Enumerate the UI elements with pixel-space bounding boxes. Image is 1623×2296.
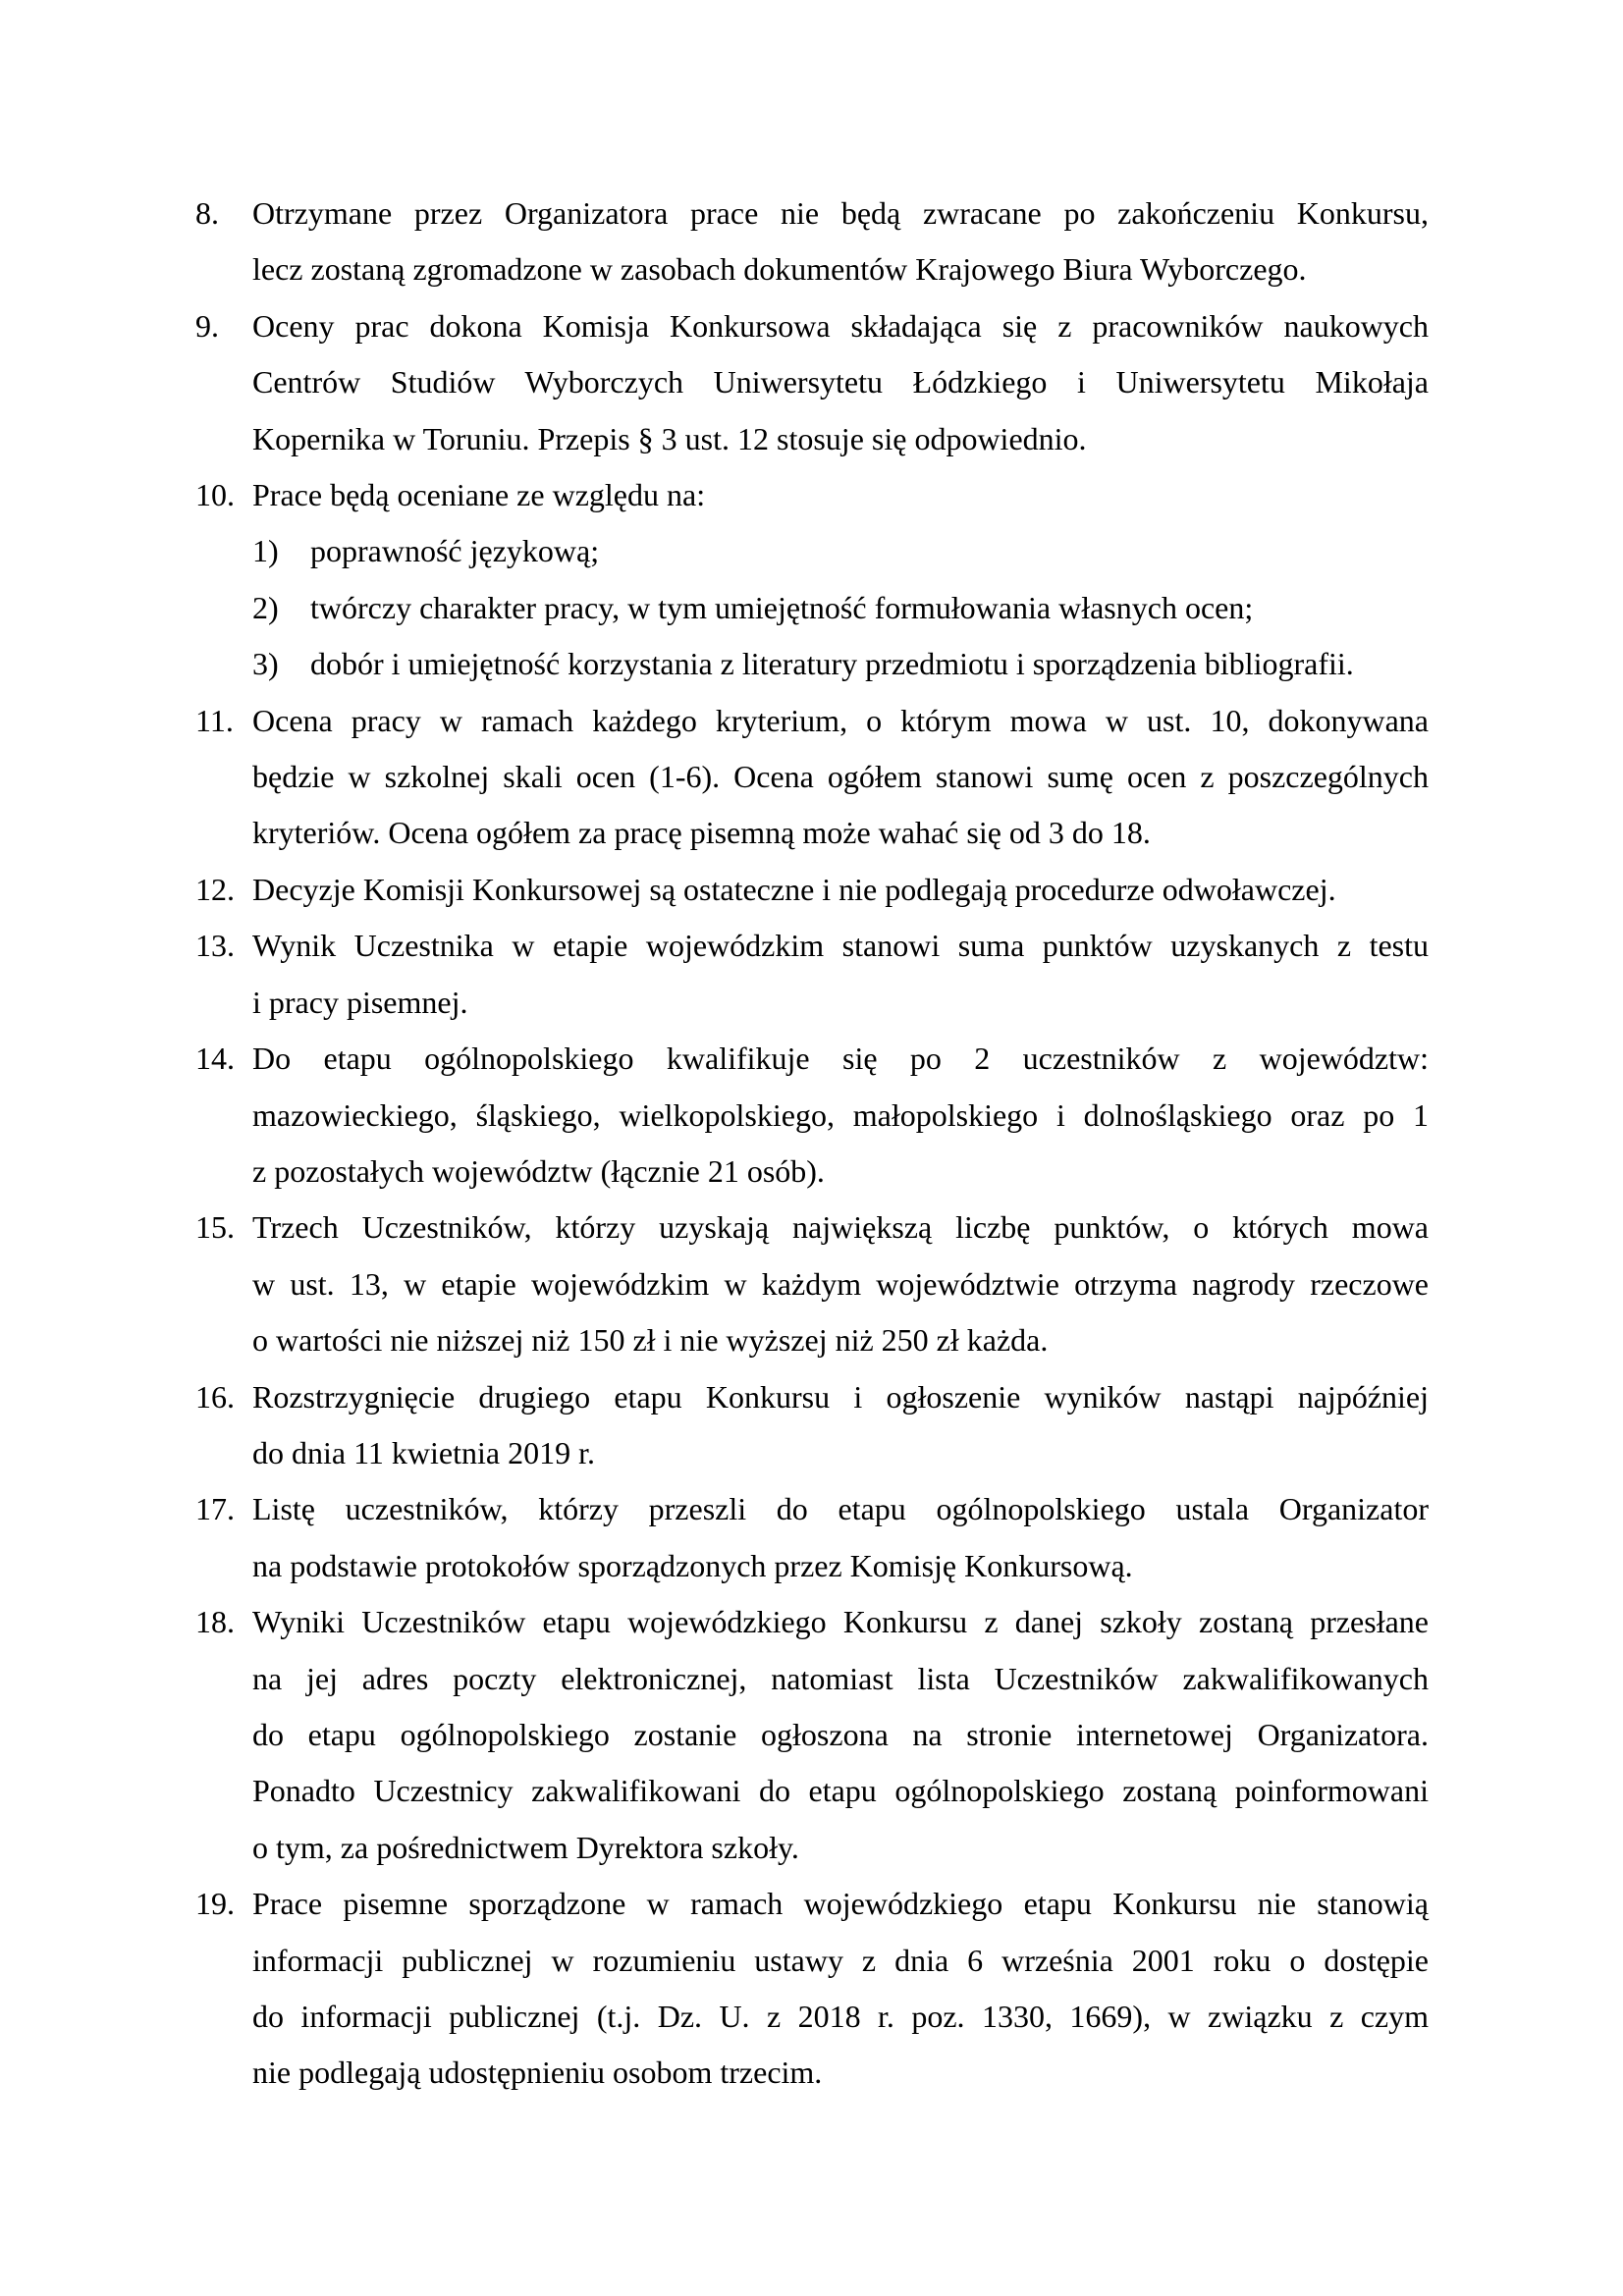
list-item-18	[195, 1594, 1429, 1876]
list-item-12	[195, 862, 1429, 918]
list-item-8	[195, 186, 1429, 298]
item-number: 19.	[195, 1886, 235, 1922]
list-item-17	[195, 1481, 1429, 1594]
subitem-number: 3)	[252, 646, 279, 682]
item-line: Ocena pracy w ramach każdego kryterium, o którym mowa w ust. 10, dokonywana	[252, 702, 1429, 738]
item-line: nie podlegają udostępnieniu osobom trzecim.	[252, 2055, 823, 2091]
item-number: 8.	[195, 195, 219, 231]
list-item-16	[195, 1369, 1429, 1482]
item-line: do etapu ogólnopolskiego zostanie ogłoszona na stronie internetowej Organizatora.	[252, 1716, 1429, 1752]
sublist-item-1	[252, 523, 1429, 579]
item-line: Prace będą oceniane ze względu na:	[252, 477, 706, 513]
item-line: na podstawie protokołów sporządzonych przez Komisję Konkursową.	[252, 1547, 1133, 1583]
item-number: 12.	[195, 871, 235, 907]
item-line: do informacji publicznej (t.j. Dz. U. z 2018 r. poz. 1330, 1669), w związku z czym	[252, 1999, 1429, 2034]
item-line: kryteriów. Ocena ogółem za pracę pisemną może wahać się od 3 do 18.	[252, 815, 1151, 851]
item-line: Kopernika w Toruniu. Przepis § 3 ust. 12 stosuje się odpowiednio.	[252, 420, 1087, 456]
item-line: lecz zostaną zgromadzone w zasobach dokumentów Krajowego Biura Wyborczego.	[252, 251, 1307, 288]
document-page	[195, 186, 1429, 2102]
item-line: z pozostałych województw (łącznie 21 osób).	[252, 1152, 825, 1189]
item-number: 14.	[195, 1041, 235, 1077]
item-number: 11.	[195, 702, 234, 738]
item-line: mazowieckiego, śląskiego, wielkopolskiego, małopolskiego i dolnośląskiego oraz po 1	[252, 1096, 1429, 1133]
item-line: Listę uczestników, którzy przeszli do etapu ogólnopolskiego ustala Organizator	[252, 1491, 1429, 1527]
item-number: 9.	[195, 307, 219, 344]
item-line: Prace pisemne sporządzone w ramach wojewódzkiego etapu Konkursu nie stanowią	[252, 1886, 1429, 1922]
item-number: 13.	[195, 928, 235, 964]
item-line: na jej adres poczty elektronicznej, natomiast lista Uczestników zakwalifikowanych	[252, 1660, 1429, 1696]
list-item-13	[195, 918, 1429, 1031]
item-line: o wartości nie niższej niż 150 zł i nie wyższej niż 250 zł każda.	[252, 1322, 1049, 1359]
item-line: Centrów Studiów Wyborczych Uniwersytetu Łódzkiego i Uniwersytetu Mikołaja	[252, 364, 1429, 400]
subitem-number: 1)	[252, 533, 279, 569]
list-item-10	[195, 467, 1429, 693]
subitem-text: dobór i umiejętność korzystania z literatury przedmiotu i sporządzenia bibliografii.	[310, 646, 1354, 682]
item-line: Otrzymane przez Organizatora prace nie będą zwracane po zakończeniu Konkursu,	[252, 195, 1429, 231]
item-line: Trzech Uczestników, którzy uzyskają największą liczbę punktów, o których mowa	[252, 1209, 1429, 1246]
item-line: Wynik Uczestnika w etapie wojewódzkim stanowi suma punktów uzyskanych z testu	[252, 928, 1429, 964]
item-line: o tym, za pośrednictwem Dyrektora szkoły.	[252, 1829, 799, 1865]
item-number: 15.	[195, 1209, 235, 1246]
item-number: 18.	[195, 1604, 235, 1640]
item-line: będzie w szkolnej skali ocen (1-6). Ocena ogółem stanowi sumę ocen z poszczególnych	[252, 759, 1429, 795]
subitem-text: twórczy charakter pracy, w tym umiejętność formułowania własnych ocen;	[310, 589, 1254, 625]
criteria-sublist	[252, 523, 1429, 692]
item-line: i pracy pisemnej.	[252, 984, 468, 1020]
item-line: Rozstrzygnięcie drugiego etapu Konkursu i ogłoszenie wyników nastąpi najpóźniej	[252, 1378, 1429, 1415]
list-item-19	[195, 1876, 1429, 2102]
item-line: w ust. 13, w etapie wojewódzkim w każdym województwie otrzyma nagrody rzeczowe	[252, 1265, 1429, 1302]
item-number: 16.	[195, 1378, 235, 1415]
sublist-item-2	[252, 580, 1429, 636]
subitem-number: 2)	[252, 589, 279, 625]
item-number: 10.	[195, 477, 235, 513]
list-item-15	[195, 1200, 1429, 1368]
item-line: informacji publicznej w rozumieniu ustawy z dnia 6 września 2001 roku o dostępie	[252, 1942, 1429, 1978]
item-line: Ponadto Uczestnicy zakwalifikowani do etapu ogólnopolskiego zostaną poinformowani	[252, 1773, 1429, 1809]
list-item-14	[195, 1031, 1429, 1200]
item-line: Do etapu ogólnopolskiego kwalifikuje się po 2 uczestników z województw:	[252, 1041, 1429, 1077]
item-line: do dnia 11 kwietnia 2019 r.	[252, 1434, 595, 1470]
subitem-text: poprawność językową;	[310, 533, 600, 569]
item-number: 17.	[195, 1491, 235, 1527]
item-line: Wyniki Uczestników etapu wojewódzkiego Konkursu z danej szkoły zostaną przesłane	[252, 1604, 1429, 1640]
sublist-item-3	[252, 636, 1429, 692]
list-item-11	[195, 693, 1429, 862]
item-line: Decyzje Komisji Konkursowej są ostateczne i nie podlegają procedurze odwoławczej.	[252, 871, 1336, 907]
item-line: Oceny prac dokona Komisja Konkursowa składająca się z pracowników naukowych	[252, 307, 1429, 344]
list-item-9	[195, 298, 1429, 467]
